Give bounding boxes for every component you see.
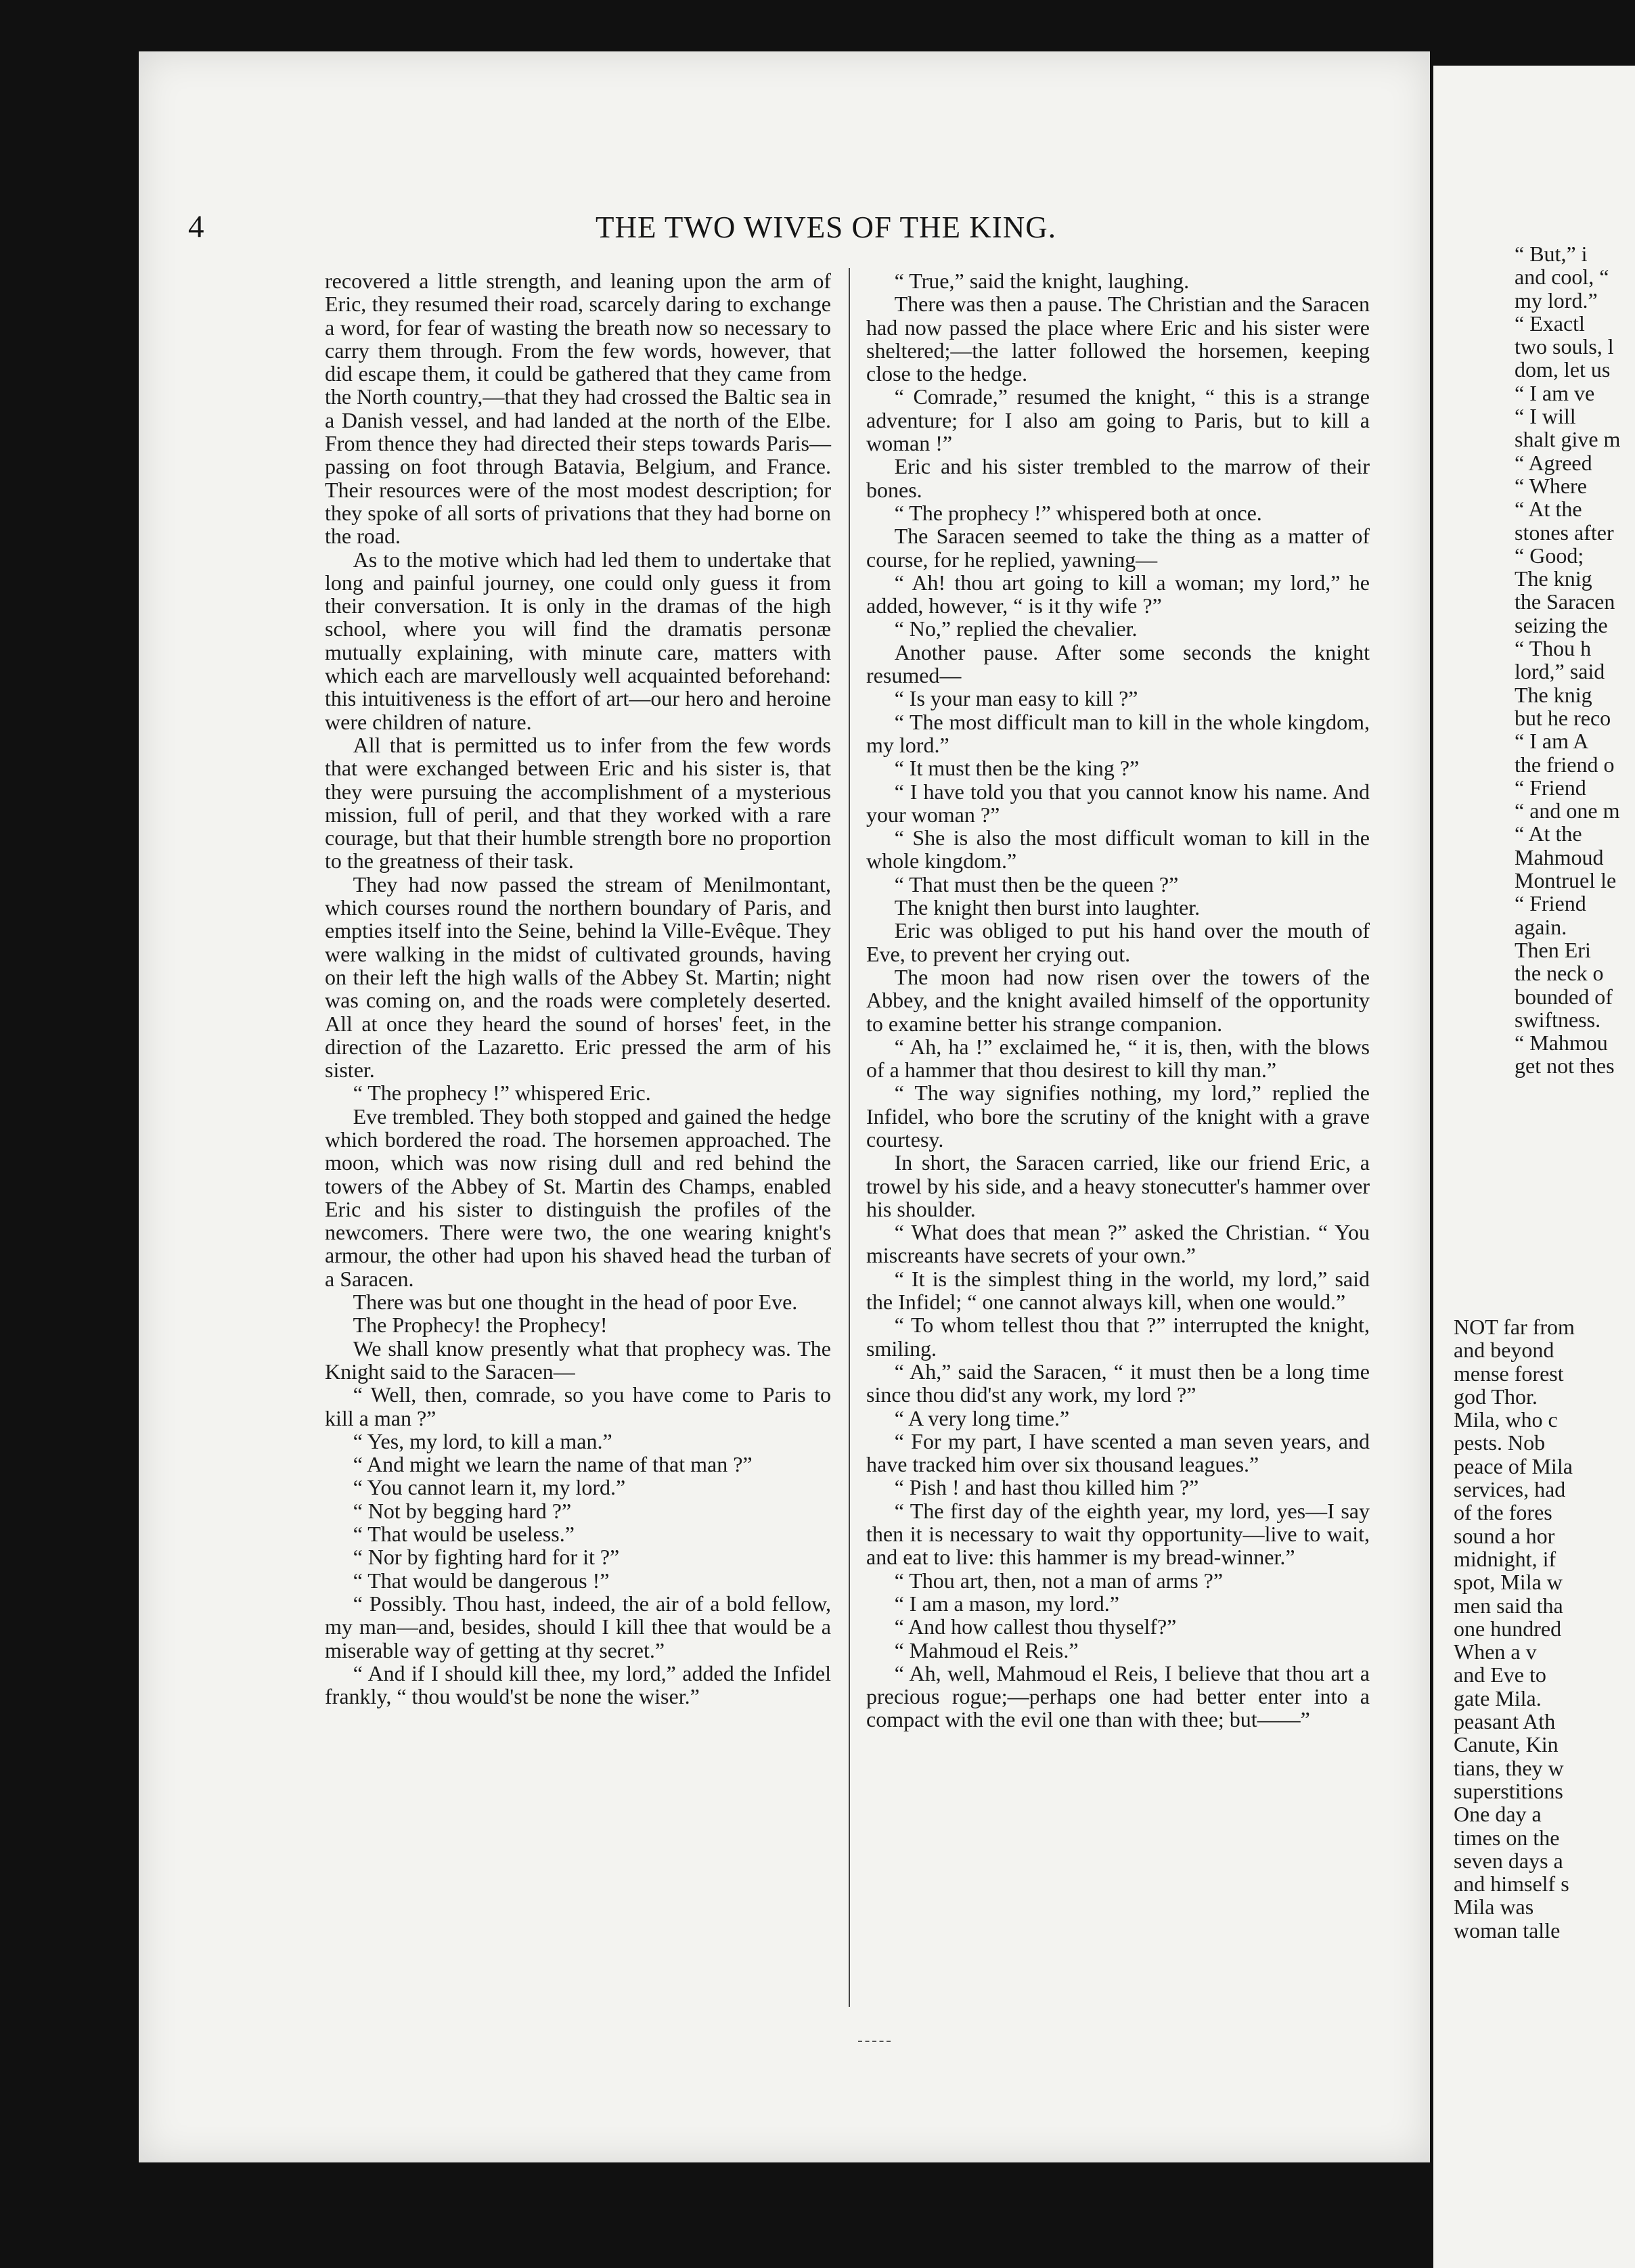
facing-page-line: “ Where (1515, 473, 1587, 498)
paragraph: “ You cannot learn it, my lord.” (353, 1475, 626, 1500)
paragraph: “ I am a mason, my lord.” (894, 1591, 1119, 1616)
paragraph: “ That would be dangerous !” (353, 1568, 610, 1593)
paragraph: “ Thou art, then, not a man of arms ?” (894, 1568, 1224, 1593)
facing-page-line: “ At the (1515, 821, 1582, 846)
facing-page-line: “ Good; (1515, 543, 1584, 568)
paragraph: “ To whom tellest thou that ?” interrupted the knight, smiling. (866, 1313, 1370, 1361)
paragraph: “ Ah, ha !” exclaimed he, “ it is, then, with the blows of a hammer that thou desirest to kill thy man.” (866, 1034, 1370, 1083)
paragraph: “ Nor by fighting hard for it ?” (353, 1545, 620, 1570)
paragraph: “ I have told you that you cannot know his name. And your woman ?” (866, 779, 1370, 827)
footer-mark (858, 2041, 891, 2045)
paragraph: “ And might we learn the name of that man ?” (353, 1452, 753, 1477)
facing-page-line: bounded of (1515, 984, 1613, 1009)
facing-page-line: “ Mahmou (1515, 1030, 1608, 1056)
facing-page-text-top (1515, 242, 1620, 1078)
facing-page-line: the friend o (1515, 752, 1615, 777)
paragraph: “ It is the simplest thing in the world, my lord,” said the Infidel; “ one cannot always kill, when one would.” (866, 1266, 1370, 1315)
facing-page-line: one hundred (1454, 1616, 1562, 1641)
facing-page-text-bottom (1454, 1315, 1575, 1942)
facing-page-line: and himself s (1454, 1872, 1569, 1897)
paragraph: “ The most difficult man to kill in the whole kingdom, my lord.” (866, 709, 1370, 757)
facing-page-line: the neck o (1515, 961, 1604, 986)
facing-page-line: times on the (1454, 1825, 1560, 1850)
facing-page-line: of the fores (1454, 1500, 1552, 1525)
facing-page-line: men said tha (1454, 1593, 1563, 1618)
facing-page-line: and Eve to (1454, 1662, 1546, 1687)
paragraph: “ Ah! thou art going to kill a woman; my lord,” he added, however, “ is it thy wife ?” (866, 570, 1370, 618)
facing-page-line: “ I am A (1515, 729, 1589, 754)
running-head: THE TWO WIVES OF THE KING. (596, 210, 1056, 244)
facing-page-line: Mila was (1454, 1895, 1534, 1920)
paragraph: There was but one thought in the head of poor Eve. (353, 1290, 798, 1315)
paragraph: All that is permitted us to infer from the few words that were exchanged between Eric and his sister is, that they were pursuing the accomplishment of a mysterious mission, full of peril, and that they worked with a rare courage, but that their humble strength bore no proportion to the greatness of their task. (325, 732, 831, 874)
paragraph: The Prophecy! the Prophecy! (353, 1313, 608, 1338)
facing-page-line: and beyond (1454, 1338, 1554, 1363)
paragraph: “ That would be useless.” (353, 1522, 575, 1547)
facing-page-line: “ I am ve (1515, 380, 1595, 405)
column-rule (849, 268, 850, 2007)
facing-page-line: The knig (1515, 682, 1592, 707)
facing-page-line: pests. Nob (1454, 1430, 1546, 1455)
paragraph: “ Comrade,” resumed the knight, “ this is a strange adventure; for I also am going to Paris, but to kill a woman !” (866, 384, 1370, 456)
paragraph: “ Pish ! and hast thou killed him ?” (894, 1475, 1199, 1500)
paragraph: “ True,” said the knight, laughing. (894, 269, 1190, 293)
paragraph: “ The prophecy !” whispered both at once. (894, 500, 1262, 525)
facing-page-line: and cool, “ (1515, 265, 1609, 290)
paragraph: “ The first day of the eighth year, my lord, yes—I say then it is necessary to wait thy opportunity—live to wait, and eat to live: this hammer is my bread-winner.” (866, 1498, 1370, 1570)
paragraph: “ It must then be the king ?” (894, 756, 1140, 781)
facing-page-line: stones after (1515, 520, 1614, 545)
facing-page-line: “ At the (1515, 497, 1582, 522)
paragraph: “ Well, then, comrade, so you have come to Paris to kill a man ?” (325, 1382, 831, 1430)
paragraph: “ Ah, well, Mahmoud el Reis, I believe that thou art a precious rogue;—perhaps one had better enter into a compact with the evil one than with thee; but——” (866, 1660, 1370, 1732)
paragraph: “ She is also the most difficult woman to kill in the whole kingdom.” (866, 825, 1370, 874)
facing-page-line: When a v (1454, 1639, 1537, 1664)
paragraph: Another pause. After some seconds the knight resumed— (866, 639, 1370, 688)
paragraph: There was then a pause. The Christian and the Saracen had now passed the place where Eric and his sister were sheltered;—the latter followed the horsemen, keeping close to the hedge. (866, 292, 1370, 386)
facing-page-line: peasant Ath (1454, 1709, 1556, 1734)
facing-page-line: “ Friend (1515, 775, 1586, 800)
facing-page-line: NOT far from (1454, 1315, 1575, 1339)
facing-page-line: the Saracen (1515, 589, 1615, 614)
text-column-right (866, 269, 1370, 1731)
paragraph: “ The way signifies nothing, my lord,” replied the Infidel, who bore the scrutiny of the knight with a grave courtesy. (866, 1081, 1370, 1152)
facing-page-line: “ I will (1515, 404, 1576, 429)
facing-page-line: get not thes (1515, 1053, 1615, 1079)
paragraph: “ No,” replied the chevalier. (894, 616, 1138, 641)
paragraph: “ Not by begging hard ?” (353, 1498, 572, 1523)
paragraph: “ Is your man easy to kill ?” (894, 686, 1138, 711)
paragraph: “ And if I should kill thee, my lord,” added the Infidel frankly, “ thou would'st be none the wiser.” (325, 1660, 831, 1709)
paragraph: Eric was obliged to put his hand over the mouth of Eve, to prevent her crying out. (866, 918, 1370, 966)
paragraph: Eve trembled. They both stopped and gained the hedge which bordered the road. The horsemen approached. The moon, which was now rising dull and red behind the towers of the Abbey of St. Martin des Champs, enabled Eric and his sister to distinguish the profiles of the newcomers. There were two, the one wearing knight's armour, the other had upon his shaved head the turban of a Saracen. (325, 1104, 831, 1291)
facing-page-line: Mahmoud (1515, 844, 1604, 869)
facing-page-line: “ Thou h (1515, 636, 1592, 661)
facing-page-line: peace of Mila (1454, 1453, 1573, 1478)
facing-page-line: shalt give m (1515, 427, 1621, 452)
facing-page-line: One day a (1454, 1802, 1542, 1827)
facing-page-line: seven days a (1454, 1848, 1563, 1873)
facing-page-line: “ Exactl (1515, 311, 1585, 336)
paragraph: “ And how callest thou thyself?” (894, 1614, 1177, 1639)
paragraph: “ Yes, my lord, to kill a man.” (353, 1428, 612, 1453)
facing-page-line: lord,” said (1515, 659, 1605, 684)
paragraph: “ Possibly. Thou hast, indeed, the air of a bold fellow, my man—and, besides, should I kill thee that would be a miserable way of getting at thy secret.” (325, 1591, 831, 1662)
facing-page-line: gate Mila. (1454, 1685, 1542, 1710)
paragraph: “ Mahmoud el Reis.” (894, 1637, 1079, 1662)
facing-page-line: woman talle (1454, 1918, 1561, 1943)
facing-page-line: again. (1515, 914, 1567, 939)
facing-page-line: Canute, Kin (1454, 1732, 1559, 1757)
facing-page-line: two souls, l (1515, 334, 1614, 359)
paragraph: “ What does that mean ?” asked the Christian. “ You miscreants have secrets of your own.” (866, 1220, 1370, 1268)
paragraph: The knight then burst into laughter. (894, 895, 1201, 920)
page-number: 4 (188, 209, 204, 244)
paragraph: “ The prophecy !” whispered Eric. (353, 1081, 651, 1106)
paragraph: “ Ah,” said the Saracen, “ it must then be a long time since thou did'st any work, my lord ?” (866, 1359, 1370, 1407)
facing-page-line: spot, Mila w (1454, 1570, 1563, 1595)
facing-page-line: my lord.” (1515, 288, 1598, 313)
facing-page-line: but he reco (1515, 705, 1611, 730)
facing-page-line: The knig (1515, 566, 1592, 591)
facing-page-line: tians, they w (1454, 1755, 1564, 1780)
facing-page-line: sound a hor (1454, 1523, 1555, 1548)
facing-page-line: seizing the (1515, 612, 1608, 637)
facing-page-line: god Thor. (1454, 1384, 1538, 1409)
paragraph: They had now passed the stream of Menilmontant, which courses round the northern boundary of Paris, and empties itself into the Seine, behind la Ville-Evêque. They were walking in the midst of cultivated grounds, having on their left the high walls of the Abbey St. Martin; night was coming on, and the roads were completely deserted. All at once they heard the sound of horses' feet, in the direction of the Lazaretto. Eric pressed the arm of his sister. (325, 871, 831, 1083)
facing-page-line: midnight, if (1454, 1546, 1556, 1571)
paragraph: “ That must then be the queen ?” (894, 871, 1179, 897)
facing-page-line: “ and one m (1515, 798, 1620, 823)
text-column-left (325, 269, 831, 1708)
paragraph: We shall know presently what that prophecy was. The Knight said to the Saracen— (325, 1336, 831, 1384)
facing-page-line: dom, let us (1515, 357, 1611, 382)
paragraph: recovered a little strength, and leaning upon the arm of Eric, they resumed their road, scarcely daring to exchange a word, for fear of wasting the breath now so necessary to carry them through. From the few words, however, that did escape them, it could be gathered that they came from the North country,—that they had crossed the Baltic sea in a Danish vessel, and had landed at the north of the Elbe. From thence they had directed their steps towards Paris—passing on foot through Batavia, Belgium, and France. Their resources were of the most modest description; for they spoke of all sorts of privations that they had borne on the road. (325, 269, 831, 549)
facing-page-line: Then Eri (1515, 937, 1591, 962)
facing-page-line: Mila, who c (1454, 1407, 1558, 1432)
paragraph: “ A very long time.” (894, 1405, 1070, 1430)
facing-page-line: “ Friend (1515, 891, 1586, 916)
facing-page-line: services, had (1454, 1477, 1566, 1502)
facing-page-line: Montruel le (1515, 868, 1617, 893)
facing-page-line: “ Agreed (1515, 450, 1592, 475)
paragraph: The Saracen seemed to take the thing as a matter of course, for he replied, yawning— (866, 524, 1370, 572)
paragraph: “ For my part, I have scented a man seven years, and have tracked him over six thousand leagues.” (866, 1428, 1370, 1477)
facing-page-line: swiftness. (1515, 1007, 1601, 1032)
facing-page-line: “ But,” i (1515, 242, 1588, 266)
facing-page-line: superstitions (1454, 1778, 1563, 1803)
facing-page-line: mense forest (1454, 1361, 1564, 1386)
paragraph: As to the motive which had led them to undertake that long and painful journey, one could only guess it from their conversation. It is only in the dramas of the high school, where you will find the dramatis personæ mutually explaining, with minute care, matters with which each are marvellously well acquainted beforehand: this intuitiveness is the effort of art—our hero and heroine were children of nature. (325, 547, 831, 734)
paragraph: Eric and his sister trembled to the marrow of their bones. (866, 454, 1370, 502)
paragraph: In short, the Saracen carried, like our friend Eric, a trowel by his side, and a heavy stonecutter's hammer over his shoulder. (866, 1150, 1370, 1221)
paragraph: The moon had now risen over the towers of the Abbey, and the knight availed himself of the opportunity to examine better his strange companion. (866, 964, 1370, 1036)
